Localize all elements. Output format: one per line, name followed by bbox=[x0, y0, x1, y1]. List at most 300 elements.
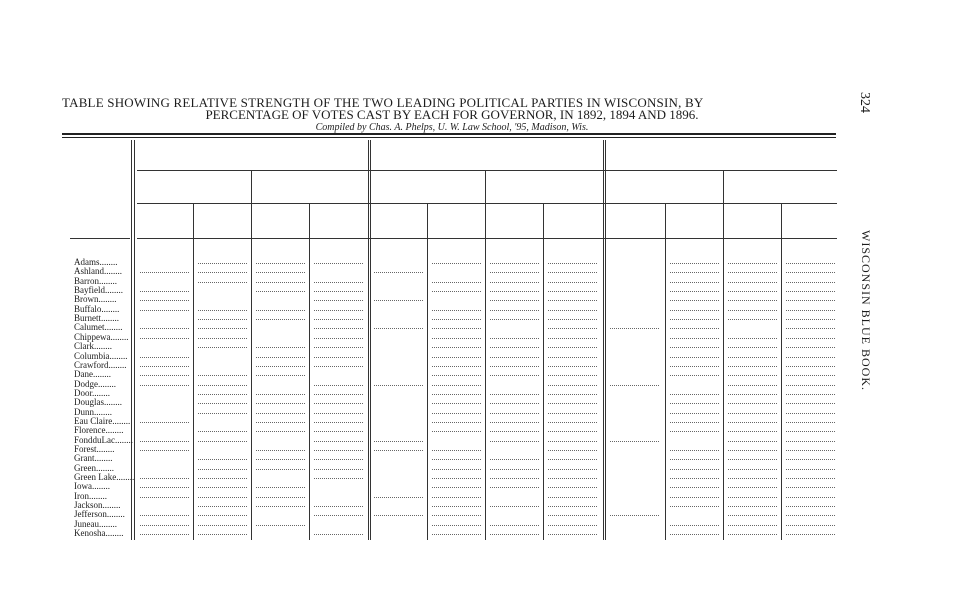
empty-cell-dots bbox=[256, 291, 305, 292]
county-label: Douglas bbox=[74, 397, 104, 408]
empty-cell-dots bbox=[432, 282, 481, 283]
empty-cell-dots bbox=[198, 525, 247, 526]
empty-cell-dots bbox=[670, 469, 719, 470]
empty-cell-dots bbox=[786, 413, 835, 414]
empty-cell-dots bbox=[786, 291, 835, 292]
county-label: Juneau bbox=[74, 518, 99, 529]
county-label: Dodge bbox=[74, 378, 98, 389]
empty-cell-dots bbox=[314, 310, 363, 311]
county-label: Burnett bbox=[74, 313, 101, 324]
empty-cell-dots bbox=[548, 525, 597, 526]
empty-cell-dots bbox=[548, 459, 597, 460]
empty-cell-dots bbox=[786, 441, 835, 442]
county-name bbox=[74, 528, 134, 538]
empty-cell-dots bbox=[256, 431, 305, 432]
leader-dots: ........ bbox=[92, 481, 110, 492]
empty-cell-dots bbox=[728, 375, 777, 376]
empty-cell-dots bbox=[198, 375, 247, 376]
empty-cell-dots bbox=[728, 441, 777, 442]
empty-cell-dots bbox=[314, 300, 363, 301]
empty-cell-dots bbox=[490, 525, 539, 526]
counties-header-rule bbox=[70, 238, 130, 239]
leader-dots: ........ bbox=[116, 472, 134, 483]
empty-cell-dots bbox=[786, 487, 835, 488]
empty-cell-dots bbox=[490, 319, 539, 320]
empty-cell-dots bbox=[728, 347, 777, 348]
empty-cell-dots bbox=[140, 375, 189, 376]
empty-cell-dots bbox=[374, 328, 423, 329]
empty-cell-dots bbox=[256, 347, 305, 348]
empty-cell-dots bbox=[728, 413, 777, 414]
empty-cell-dots bbox=[728, 515, 777, 516]
empty-cell-dots bbox=[432, 319, 481, 320]
empty-cell-dots bbox=[786, 263, 835, 264]
county-label: Green Lake bbox=[74, 472, 117, 483]
empty-cell-dots bbox=[314, 515, 363, 516]
empty-cell-dots bbox=[432, 478, 481, 479]
empty-cell-dots bbox=[198, 431, 247, 432]
empty-cell-dots bbox=[728, 469, 777, 470]
empty-cell-dots bbox=[198, 441, 247, 442]
empty-cell-dots bbox=[432, 366, 481, 367]
empty-cell-dots bbox=[432, 469, 481, 470]
empty-cell-dots bbox=[548, 534, 597, 535]
empty-cell-dots bbox=[728, 366, 777, 367]
empty-cell-dots bbox=[728, 282, 777, 283]
empty-cell-dots bbox=[728, 478, 777, 479]
county-label: Brown bbox=[74, 294, 99, 305]
empty-cell-dots bbox=[548, 422, 597, 423]
county-label: Chippewa bbox=[74, 331, 111, 342]
county-label: Iowa bbox=[74, 481, 92, 492]
leader-dots: ........ bbox=[94, 406, 112, 417]
empty-cell-dots bbox=[314, 366, 363, 367]
county-label: Iron bbox=[74, 490, 89, 501]
empty-cell-dots bbox=[728, 506, 777, 507]
top-rule bbox=[62, 133, 836, 135]
empty-cell-dots bbox=[256, 366, 305, 367]
empty-cell-dots bbox=[670, 459, 719, 460]
empty-cell-dots bbox=[374, 441, 423, 442]
leader-dots: ........ bbox=[105, 425, 124, 436]
leader-dots: ........ bbox=[96, 462, 114, 473]
leader-dots: ........ bbox=[98, 294, 117, 305]
top-rule-thin bbox=[62, 137, 836, 138]
empty-cell-dots bbox=[728, 310, 777, 311]
empty-cell-dots bbox=[256, 525, 305, 526]
empty-cell-dots bbox=[670, 506, 719, 507]
leader-dots: ........ bbox=[112, 415, 131, 426]
leader-dots: ........ bbox=[105, 528, 124, 539]
empty-cell-dots bbox=[490, 487, 539, 488]
empty-cell-dots bbox=[548, 385, 597, 386]
county-label: Jefferson bbox=[74, 509, 107, 520]
empty-cell-dots bbox=[728, 300, 777, 301]
empty-cell-dots bbox=[670, 310, 719, 311]
empty-cell-dots bbox=[548, 282, 597, 283]
empty-cell-dots bbox=[670, 282, 719, 283]
leader-dots: ........ bbox=[115, 434, 133, 445]
empty-cell-dots bbox=[610, 441, 659, 442]
empty-cell-dots bbox=[548, 272, 597, 273]
empty-cell-dots bbox=[314, 534, 363, 535]
empty-cell-dots bbox=[548, 310, 597, 311]
empty-cell-dots bbox=[670, 403, 719, 404]
empty-cell-dots bbox=[198, 319, 247, 320]
running-side-title: WISCONSIN BLUE BOOK. bbox=[859, 230, 873, 391]
empty-cell-dots bbox=[786, 282, 835, 283]
empty-cell-dots bbox=[548, 515, 597, 516]
county-label: Door bbox=[74, 387, 92, 398]
empty-cell-dots bbox=[548, 263, 597, 264]
empty-cell-dots bbox=[256, 450, 305, 451]
empty-cell-dots bbox=[728, 357, 777, 358]
empty-cell-dots bbox=[490, 338, 539, 339]
empty-cell-dots bbox=[314, 403, 363, 404]
empty-cell-dots bbox=[140, 422, 189, 423]
empty-cell-dots bbox=[140, 366, 189, 367]
empty-cell-dots bbox=[548, 291, 597, 292]
leader-dots: ........ bbox=[105, 285, 123, 296]
empty-cell-dots bbox=[432, 413, 481, 414]
empty-cell-dots bbox=[548, 394, 597, 395]
empty-cell-dots bbox=[670, 375, 719, 376]
empty-cell-dots bbox=[728, 534, 777, 535]
empty-cell-dots bbox=[786, 328, 835, 329]
empty-cell-dots bbox=[548, 497, 597, 498]
empty-cell-dots bbox=[374, 385, 423, 386]
empty-cell-dots bbox=[786, 506, 835, 507]
empty-cell-dots bbox=[490, 431, 539, 432]
empty-cell-dots bbox=[198, 385, 247, 386]
empty-cell-dots bbox=[314, 431, 363, 432]
empty-cell-dots bbox=[670, 497, 719, 498]
empty-cell-dots bbox=[140, 515, 189, 516]
empty-cell-dots bbox=[198, 328, 247, 329]
county-label: Barron bbox=[74, 275, 99, 286]
county-label: Adams bbox=[74, 257, 100, 267]
empty-cell-dots bbox=[490, 469, 539, 470]
empty-cell-dots bbox=[140, 328, 189, 329]
empty-cell-dots bbox=[728, 525, 777, 526]
empty-cell-dots bbox=[786, 310, 835, 311]
empty-cell-dots bbox=[198, 497, 247, 498]
majority-divider-line bbox=[665, 203, 666, 540]
leader-dots: ........ bbox=[93, 369, 111, 380]
empty-cell-dots bbox=[314, 413, 363, 414]
empty-cell-dots bbox=[140, 338, 189, 339]
empty-cell-dots bbox=[786, 385, 835, 386]
county-label: Clark bbox=[74, 341, 94, 352]
empty-cell-dots bbox=[432, 328, 481, 329]
empty-cell-dots bbox=[728, 497, 777, 498]
county-label: Forest bbox=[74, 444, 97, 454]
empty-cell-dots bbox=[670, 300, 719, 301]
party-divider-line bbox=[485, 170, 486, 540]
leader-dots: ........ bbox=[99, 518, 117, 529]
empty-cell-dots bbox=[490, 478, 539, 479]
empty-cell-dots bbox=[490, 375, 539, 376]
page-number: 324 bbox=[857, 92, 872, 113]
empty-cell-dots bbox=[490, 357, 539, 358]
empty-cell-dots bbox=[786, 347, 835, 348]
empty-cell-dots bbox=[198, 459, 247, 460]
leader-dots: ........ bbox=[99, 257, 118, 267]
empty-cell-dots bbox=[670, 487, 719, 488]
empty-cell-dots bbox=[198, 478, 247, 479]
empty-cell-dots bbox=[140, 534, 189, 535]
empty-cell-dots bbox=[670, 478, 719, 479]
empty-cell-dots bbox=[256, 459, 305, 460]
empty-cell-dots bbox=[256, 282, 305, 283]
empty-cell-dots bbox=[432, 403, 481, 404]
empty-cell-dots bbox=[786, 357, 835, 358]
year-divider-line bbox=[603, 140, 604, 540]
empty-cell-dots bbox=[786, 319, 835, 320]
empty-cell-dots bbox=[432, 534, 481, 535]
empty-cell-dots bbox=[432, 310, 481, 311]
empty-cell-dots bbox=[490, 263, 539, 264]
empty-cell-dots bbox=[432, 394, 481, 395]
empty-cell-dots bbox=[198, 272, 247, 273]
empty-cell-dots bbox=[548, 347, 597, 348]
empty-cell-dots bbox=[490, 413, 539, 414]
empty-cell-dots bbox=[198, 534, 247, 535]
empty-cell-dots bbox=[490, 310, 539, 311]
empty-cell-dots bbox=[140, 441, 189, 442]
empty-cell-dots bbox=[432, 375, 481, 376]
empty-cell-dots bbox=[432, 487, 481, 488]
empty-cell-dots bbox=[256, 310, 305, 311]
empty-cell-dots bbox=[432, 347, 481, 348]
county-label: FondduLac bbox=[74, 434, 115, 445]
table-title-line2: PERCENTAGE OF VOTES CAST BY EACH FOR GOVERNOR, IN 1892, 1894 AND 1896. bbox=[205, 107, 699, 122]
empty-cell-dots bbox=[728, 319, 777, 320]
empty-cell-dots bbox=[490, 300, 539, 301]
leader-dots: ........ bbox=[104, 266, 122, 277]
empty-cell-dots bbox=[670, 338, 719, 339]
empty-cell-dots bbox=[314, 394, 363, 395]
county-label: Eau Claire bbox=[74, 415, 113, 426]
empty-cell-dots bbox=[198, 413, 247, 414]
empty-cell-dots bbox=[786, 394, 835, 395]
empty-cell-dots bbox=[140, 487, 189, 488]
empty-cell-dots bbox=[140, 478, 189, 479]
empty-cell-dots bbox=[786, 497, 835, 498]
empty-cell-dots bbox=[314, 506, 363, 507]
county-label: Florence bbox=[74, 425, 106, 436]
empty-cell-dots bbox=[432, 422, 481, 423]
empty-cell-dots bbox=[490, 534, 539, 535]
empty-cell-dots bbox=[548, 487, 597, 488]
empty-cell-dots bbox=[432, 385, 481, 386]
empty-cell-dots bbox=[256, 506, 305, 507]
empty-cell-dots bbox=[198, 310, 247, 311]
majority-header-rule bbox=[137, 238, 837, 239]
empty-cell-dots bbox=[432, 459, 481, 460]
empty-cell-dots bbox=[490, 291, 539, 292]
county-label: Calumet bbox=[74, 322, 105, 333]
empty-cell-dots bbox=[670, 366, 719, 367]
empty-cell-dots bbox=[670, 328, 719, 329]
leader-dots: ........ bbox=[101, 303, 120, 314]
party-header-rule bbox=[137, 203, 837, 204]
empty-cell-dots bbox=[548, 413, 597, 414]
empty-cell-dots bbox=[140, 357, 189, 358]
empty-cell-dots bbox=[548, 506, 597, 507]
empty-cell-dots bbox=[256, 487, 305, 488]
county-label: Bayfield bbox=[74, 285, 105, 296]
empty-cell-dots bbox=[670, 263, 719, 264]
empty-cell-dots bbox=[314, 469, 363, 470]
empty-cell-dots bbox=[728, 338, 777, 339]
empty-cell-dots bbox=[728, 431, 777, 432]
empty-cell-dots bbox=[432, 525, 481, 526]
empty-cell-dots bbox=[670, 347, 719, 348]
empty-cell-dots bbox=[786, 450, 835, 451]
empty-cell-dots bbox=[610, 385, 659, 386]
empty-cell-dots bbox=[786, 469, 835, 470]
empty-cell-dots bbox=[786, 366, 835, 367]
leader-dots: ........ bbox=[109, 350, 128, 361]
leader-dots: ........ bbox=[96, 444, 115, 454]
empty-cell-dots bbox=[728, 291, 777, 292]
leader-dots: ........ bbox=[110, 331, 129, 342]
empty-cell-dots bbox=[490, 282, 539, 283]
empty-cell-dots bbox=[432, 338, 481, 339]
year-header-rule bbox=[137, 170, 837, 171]
empty-cell-dots bbox=[670, 357, 719, 358]
compiled-by-note: Compiled by Chas. A. Phelps, U. W. Law School, '95, Madison, Wis. bbox=[315, 122, 589, 133]
county-label: Crawford bbox=[74, 359, 109, 370]
empty-cell-dots bbox=[314, 357, 363, 358]
empty-cell-dots bbox=[374, 497, 423, 498]
empty-cell-dots bbox=[728, 263, 777, 264]
empty-cell-dots bbox=[670, 291, 719, 292]
empty-cell-dots bbox=[728, 422, 777, 423]
empty-cell-dots bbox=[432, 497, 481, 498]
leader-dots: ........ bbox=[94, 453, 113, 464]
majority-divider-line bbox=[781, 203, 782, 540]
empty-cell-dots bbox=[140, 497, 189, 498]
empty-cell-dots bbox=[548, 328, 597, 329]
empty-cell-dots bbox=[490, 394, 539, 395]
empty-cell-dots bbox=[314, 263, 363, 264]
empty-cell-dots bbox=[314, 291, 363, 292]
empty-cell-dots bbox=[432, 263, 481, 264]
empty-cell-dots bbox=[198, 282, 247, 283]
empty-cell-dots bbox=[432, 450, 481, 451]
empty-cell-dots bbox=[314, 328, 363, 329]
county-label: Grant bbox=[74, 453, 95, 464]
leader-dots: ........ bbox=[98, 378, 116, 389]
empty-cell-dots bbox=[314, 422, 363, 423]
majority-divider-line bbox=[543, 203, 544, 540]
empty-cell-dots bbox=[314, 282, 363, 283]
empty-cell-dots bbox=[670, 422, 719, 423]
empty-cell-dots bbox=[140, 525, 189, 526]
empty-cell-dots bbox=[548, 375, 597, 376]
county-label: Dunn bbox=[74, 406, 94, 417]
empty-cell-dots bbox=[490, 441, 539, 442]
leader-dots: ........ bbox=[99, 275, 117, 286]
empty-cell-dots bbox=[198, 403, 247, 404]
empty-cell-dots bbox=[314, 478, 363, 479]
empty-cell-dots bbox=[670, 413, 719, 414]
leader-dots: ........ bbox=[106, 509, 125, 520]
empty-cell-dots bbox=[490, 403, 539, 404]
empty-cell-dots bbox=[670, 319, 719, 320]
empty-cell-dots bbox=[548, 366, 597, 367]
party-divider-line bbox=[251, 170, 252, 540]
empty-cell-dots bbox=[786, 422, 835, 423]
empty-cell-dots bbox=[374, 515, 423, 516]
empty-cell-dots bbox=[140, 385, 189, 386]
empty-cell-dots bbox=[728, 459, 777, 460]
empty-cell-dots bbox=[786, 478, 835, 479]
year-divider-line bbox=[370, 140, 371, 540]
empty-cell-dots bbox=[374, 272, 423, 273]
empty-cell-dots bbox=[610, 515, 659, 516]
empty-cell-dots bbox=[198, 347, 247, 348]
empty-cell-dots bbox=[728, 272, 777, 273]
party-divider-line bbox=[723, 170, 724, 540]
empty-cell-dots bbox=[256, 469, 305, 470]
empty-cell-dots bbox=[256, 319, 305, 320]
empty-cell-dots bbox=[490, 506, 539, 507]
empty-cell-dots bbox=[314, 459, 363, 460]
empty-cell-dots bbox=[728, 385, 777, 386]
empty-cell-dots bbox=[548, 338, 597, 339]
empty-cell-dots bbox=[786, 534, 835, 535]
empty-cell-dots bbox=[256, 263, 305, 264]
majority-divider-line bbox=[309, 203, 310, 540]
county-label: Ashland bbox=[74, 266, 104, 277]
year-divider-line bbox=[368, 140, 369, 540]
empty-cell-dots bbox=[314, 338, 363, 339]
empty-cell-dots bbox=[432, 515, 481, 516]
empty-cell-dots bbox=[374, 300, 423, 301]
empty-cell-dots bbox=[548, 357, 597, 358]
county-label: Buffalo bbox=[74, 303, 102, 314]
county-label: Columbia bbox=[74, 350, 110, 361]
empty-cell-dots bbox=[198, 506, 247, 507]
county-label: Jackson bbox=[74, 500, 103, 511]
empty-cell-dots bbox=[670, 272, 719, 273]
empty-cell-dots bbox=[548, 300, 597, 301]
empty-cell-dots bbox=[432, 291, 481, 292]
empty-cell-dots bbox=[670, 534, 719, 535]
leader-dots: ........ bbox=[108, 359, 127, 370]
empty-cell-dots bbox=[256, 357, 305, 358]
majority-divider-line bbox=[427, 203, 428, 540]
empty-cell-dots bbox=[198, 263, 247, 264]
empty-cell-dots bbox=[490, 422, 539, 423]
empty-cell-dots bbox=[728, 403, 777, 404]
empty-cell-dots bbox=[786, 375, 835, 376]
leader-dots: ........ bbox=[89, 490, 107, 501]
empty-cell-dots bbox=[256, 497, 305, 498]
empty-cell-dots bbox=[670, 525, 719, 526]
empty-cell-dots bbox=[314, 385, 363, 386]
empty-cell-dots bbox=[140, 300, 189, 301]
empty-cell-dots bbox=[670, 431, 719, 432]
empty-cell-dots bbox=[548, 441, 597, 442]
empty-cell-dots bbox=[256, 422, 305, 423]
empty-cell-dots bbox=[670, 394, 719, 395]
empty-cell-dots bbox=[548, 469, 597, 470]
empty-cell-dots bbox=[548, 319, 597, 320]
